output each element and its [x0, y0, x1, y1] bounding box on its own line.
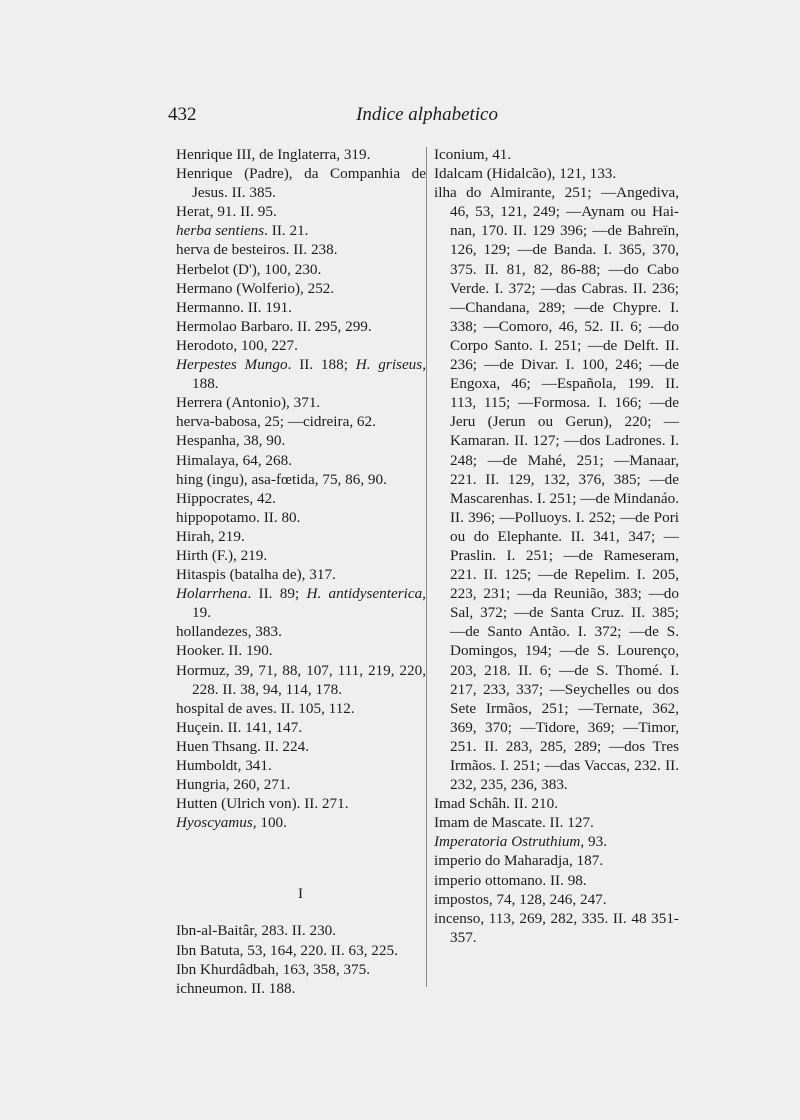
index-entry: [176, 699, 426, 718]
entry-text: hospital de aves. II. 105, 112.: [176, 699, 355, 717]
entry-italic-text: Herpestes Mungo: [176, 356, 288, 374]
index-entry: [434, 851, 679, 870]
index-entry: [176, 260, 426, 279]
index-entry: [176, 393, 426, 412]
entry-text: Huçein. II. 141, 147.: [176, 718, 303, 736]
entry-text: Hippocrates, 42.: [176, 489, 276, 507]
index-entry: [176, 546, 426, 565]
entry-text: hollandezes, 383.: [176, 623, 282, 641]
index-entry: [176, 221, 426, 240]
entry-italic-text: Holarrhena: [176, 585, 248, 603]
entry-text: Hermano (Wolferio), 252.: [176, 279, 335, 297]
index-entry: [176, 240, 426, 259]
entry-text: . II. 21.: [264, 222, 309, 240]
entry-text: Herodoto, 100, 227.: [176, 336, 298, 354]
entry-text: Iconium, 41.: [434, 146, 512, 163]
entry-text: Imam de Mascate. II. 127.: [434, 814, 594, 832]
index-entry: [434, 890, 679, 909]
index-entry: [434, 183, 679, 794]
entry-text: ilha do Almirante, 251; —Angediva, 46, 53, 121, 249; —Aynam ou Hai-nan, 170. II. 129 396; —de Bahreïn, 126, 129; —de Banda. I. 365, 370, 375. II. 81, 82, 86-88; —do Cabo Verde. I. 372; —das Cabras. II. 236; —Chandana, 289; —de Chypre. I. 338; —Comoro, 46, 52. II. 6; —do Corpo Santo. I. 251; —de Delft. II. 236; —de Divar. I. 100, 246; —de Engoxa, 46; —Española, 199. II. 113, 115; —Formosa. I. 166; —de Jeru (Jerun ou Gerun), 220; —Kamaran. II. 127; —dos Ladrones. I. 248; —de Mahé, 251; —Manaar, 221. II. 129, 132, 376, 385; —de Mascarenhas. I. 251; —de Mindanáo. II. 396; —Polluoys. I. 252; —de Pori ou do Elephante. II. 341, 347; —Praslin. I. 251; —de Rameseram, 221. II. 125; —de Repelim. I. 205, 223, 231; —da Reunião, 383; —do Sal, 372; —de Santa Cruz. II. 385; —de Santo Antão. I. 372; —de S. Domingos, 194; —de S. Lourenço, 203, 218. II. 6; —de S. Thomé. I. 217, 233, 337; —Seychelles ou dos Sete Irmãos, 251; —Ternate, 362, 369, 370; —Tidore, 369; —Timor, 251. II. 283, 285, 289; —dos Tres Irmãos. I. 251; —das Vaccas, 232. II. 232, 235, 236, 383.: [434, 184, 680, 794]
entry-text: Humboldt, 341.: [176, 757, 272, 774]
index-entry: [176, 489, 426, 508]
entry-text: Herat, 91. II. 95.: [176, 203, 277, 221]
right-column: [434, 145, 679, 947]
entry-text: incenso, 113, 269, 282, 335. II. 48 351-357.: [434, 909, 679, 946]
entry-text: Hermolao Barbaro. II. 295, 299.: [176, 317, 372, 335]
index-entry: [176, 813, 426, 832]
index-entry: [434, 832, 679, 851]
entry-text: Hooker. II. 190.: [176, 642, 273, 660]
entry-text: herva de besteiros. II. 238.: [176, 241, 338, 259]
entry-italic-text: H. antidysenterica,: [306, 585, 426, 603]
entry-text: imperio ottomano. II. 98.: [434, 871, 587, 889]
entry-text: herva-babosa, 25; —cidreira, 62.: [176, 413, 376, 431]
index-entry: [434, 909, 679, 947]
entry-text: Ibn Khurdâdbah, 163, 358, 375.: [176, 960, 371, 978]
index-entry: [176, 737, 426, 756]
entry-text: Huen Thsang. II. 224.: [176, 737, 310, 755]
left-column: [176, 145, 426, 998]
entry-text: Herrera (Antonio), 371.: [176, 394, 321, 412]
index-entry: [176, 584, 426, 622]
entry-text: ichneumon. II. 188.: [176, 979, 296, 997]
index-entry: [434, 164, 679, 183]
column-divider: [426, 147, 427, 987]
entry-text: 93.: [584, 833, 607, 851]
entry-italic-text: Imperatoria Ostruthium,: [434, 833, 585, 851]
index-entry: [176, 145, 426, 164]
entry-text: 100.: [256, 814, 287, 832]
index-entry: [176, 979, 426, 998]
index-entry: [176, 279, 426, 298]
index-entry: [176, 202, 426, 221]
entry-text: Hirth (F.), 219.: [176, 546, 268, 564]
entries-i: [176, 921, 426, 997]
entry-text: hippopotamo. II. 80.: [176, 508, 301, 526]
index-entry: [176, 960, 426, 979]
index-entry: [176, 718, 426, 737]
index-entry: [176, 565, 426, 584]
entry-text: Imad Schâh. II. 210.: [434, 795, 558, 813]
index-entry: [176, 451, 426, 470]
entries-right: [434, 145, 679, 947]
entry-text: Herbelot (D'), 100, 230.: [176, 260, 322, 278]
entry-text: Hespanha, 38, 90.: [176, 432, 286, 450]
entry-text: imperio do Maharadja, 187.: [434, 852, 604, 870]
entry-text: Hitaspis (batalha de), 317.: [176, 566, 336, 584]
index-entry: [176, 470, 426, 489]
entry-text: Ibn-al-Baitâr, 283. II. 230.: [176, 922, 337, 940]
running-title: Indice alphabetico: [356, 104, 498, 125]
entry-text: Ibn Batuta, 53, 164, 220. II. 63, 225.: [176, 941, 398, 959]
index-entry: [434, 813, 679, 832]
index-entry: [176, 298, 426, 317]
entry-text: Himalaya, 64, 268.: [176, 451, 292, 469]
entry-text: Hutten (Ulrich von). II. 271.: [176, 795, 349, 813]
entry-text: 19.: [192, 604, 211, 622]
index-entry: [176, 941, 426, 960]
section-letter-i: I: [297, 885, 305, 903]
index-entry: [176, 317, 426, 336]
entry-text: Hormuz, 39, 71, 88, 107, 111, 219, 220, 228. II. 38, 94, 114, 178.: [176, 661, 426, 698]
index-entry: [176, 412, 426, 431]
page-header: [168, 104, 498, 132]
index-entry: [176, 336, 426, 355]
index-entry: [176, 921, 426, 940]
entry-text: impostos, 74, 128, 246, 247.: [434, 890, 607, 908]
index-entry: [176, 794, 426, 813]
entry-text: Hermanno. II. 191.: [176, 298, 292, 316]
entry-italic-text: Hyoscyamus,: [176, 814, 257, 832]
index-entry: [434, 794, 679, 813]
entry-text: . II. 89;: [247, 585, 307, 603]
index-entry: [176, 431, 426, 450]
index-entry: [176, 622, 426, 641]
entry-text: Henrique (Padre), da Companhia de Jesus. II. 385.: [176, 165, 426, 202]
entry-text: Henrique III, de Inglaterra, 319.: [176, 146, 371, 163]
index-entry: [176, 756, 426, 775]
entry-text: . II. 188;: [287, 356, 356, 374]
entry-text: Hungria, 260, 271.: [176, 776, 291, 794]
index-entry: [176, 661, 426, 699]
entry-italic-text: H. griseus,: [355, 356, 426, 374]
entry-text: Hirah, 219.: [176, 527, 245, 545]
index-entry: [176, 164, 426, 202]
index-entry: [434, 871, 679, 890]
index-entry: [176, 527, 426, 546]
entries-h: [176, 145, 426, 832]
index-entry: [176, 355, 426, 393]
entry-italic-text: herba sentiens: [176, 222, 265, 240]
index-entry: [176, 508, 426, 527]
index-entry: [176, 775, 426, 794]
entry-text: Idalcam (Hidalcão), 121, 133.: [434, 165, 617, 183]
index-entry: [176, 641, 426, 660]
entry-text: 188.: [192, 375, 219, 393]
entry-text: hing (ingu), asa-fœtida, 75, 86, 90.: [176, 470, 387, 488]
index-entry: [434, 145, 679, 164]
page-number: 432: [168, 104, 197, 125]
